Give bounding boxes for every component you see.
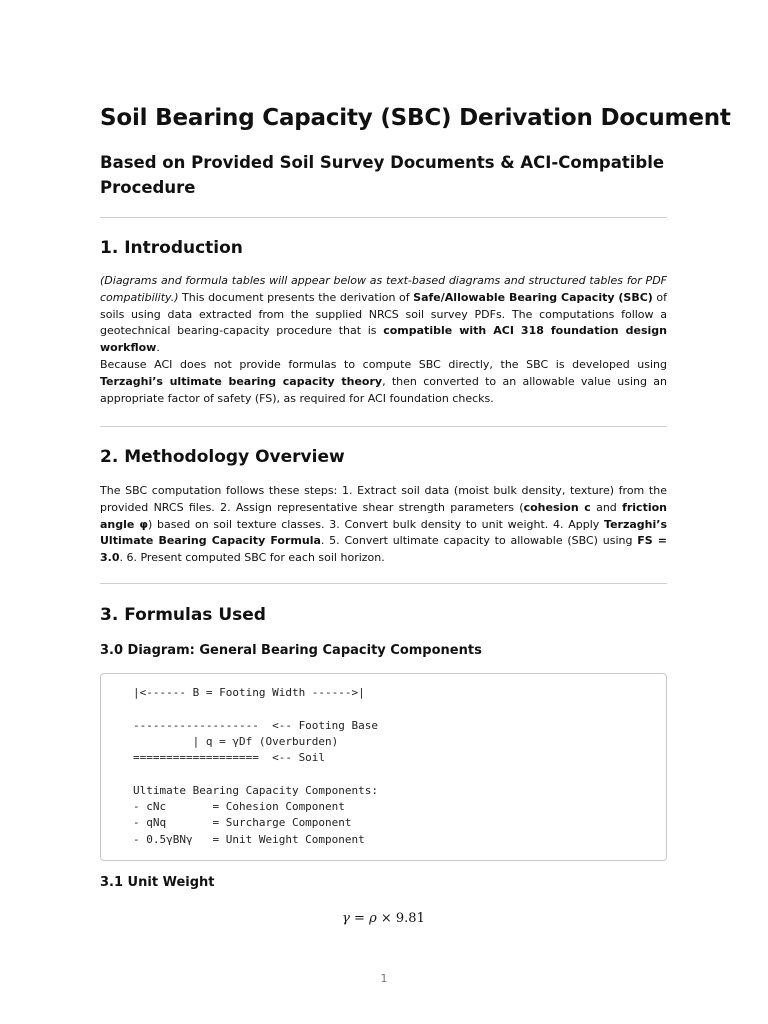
section-divider [100, 217, 667, 218]
text-span: . 5. Convert ultimate capacity to allowable (SBC) using [320, 534, 638, 548]
text-span: and [590, 500, 623, 514]
text-span: This document presents the derivation of [178, 290, 414, 304]
section-heading-methodology: 2. Methodology Overview [100, 447, 345, 467]
text-span: Because ACI does not provide formulas to compute SBC directly, the SBC is developed using [100, 358, 667, 371]
bold-term: cohesion c [523, 500, 591, 514]
text-span: , then converted to an allowable value using an appropriate factor of safety (FS), as required for ACI foundation checks. [100, 374, 667, 405]
gamma-symbol: γ [342, 911, 350, 926]
page-number: 1 [380, 972, 388, 985]
text-span: ) based on soil texture classes. 3. Convert bulk density to unit weight. 4. Apply [148, 517, 605, 531]
section-divider [100, 426, 667, 427]
bold-term: Safe/Allowable Bearing Capacity (SBC) [413, 290, 653, 304]
section-divider [100, 583, 667, 584]
gravity-constant: 9.81 [395, 911, 425, 926]
section-heading-formulas: 3. Formulas Used [100, 605, 266, 625]
bold-term: friction angle φ [100, 500, 667, 531]
introduction-paragraph-1 [100, 273, 667, 357]
text-span: . [156, 341, 160, 355]
unit-weight-heading: 3.1 Unit Weight [100, 875, 215, 890]
bold-term: Terzaghi’s Ultimate Bearing Capacity Formula [100, 517, 667, 548]
equals-sign: = [349, 911, 370, 926]
text-span: of soils using data extracted from the supplied NRCS soil survey PDFs. The computations follow a geotechnical bearing-capacity procedure that is [100, 290, 667, 338]
diagram-heading: 3.0 Diagram: General Bearing Capacity Components [100, 643, 482, 658]
rho-symbol: ρ [369, 911, 377, 926]
pdf-compatibility-note: (Diagrams and formula tables will appear below as text-based diagrams and structured tables for PDF compatibility.) [100, 274, 667, 304]
document-subtitle: Based on Provided Soil Survey Documents & ACI-Compatible Procedure [100, 153, 665, 197]
unit-weight-formula [100, 909, 667, 929]
bearing-capacity-diagram-text: |<------ B = Footing Width ------>| ------------------- <-- Footing Base | q = γDf (Overburden) =================== <-- Soil Ultimate Bearing Capacity Components: - cNc = Cohesion Component - qNq = Surcharge Component - 0.5γBNγ = Unit Weight Component [133, 686, 379, 846]
section-heading-introduction: 1. Introduction [100, 238, 243, 258]
methodology-paragraph [100, 483, 667, 567]
introduction-paragraph-2 [100, 357, 667, 407]
document-title: Soil Bearing Capacity (SBC) Derivation Document [100, 105, 731, 131]
text-span: . 6. Present computed SBC for each soil horizon. [119, 551, 385, 565]
bold-term: Terzaghi’s ultimate bearing capacity theory [100, 374, 383, 388]
bearing-capacity-diagram-box [100, 673, 667, 861]
bold-term: compatible with ACI 318 foundation design workflow [100, 324, 667, 355]
times-sign: × [376, 911, 396, 926]
bold-term: FS = 3.0 [100, 534, 667, 565]
text-span: The SBC computation follows these steps: 1. Extract soil data (moist bulk density, texture) from the provided NRCS files. 2. Assign representative shear strength parameters ( [100, 484, 667, 514]
